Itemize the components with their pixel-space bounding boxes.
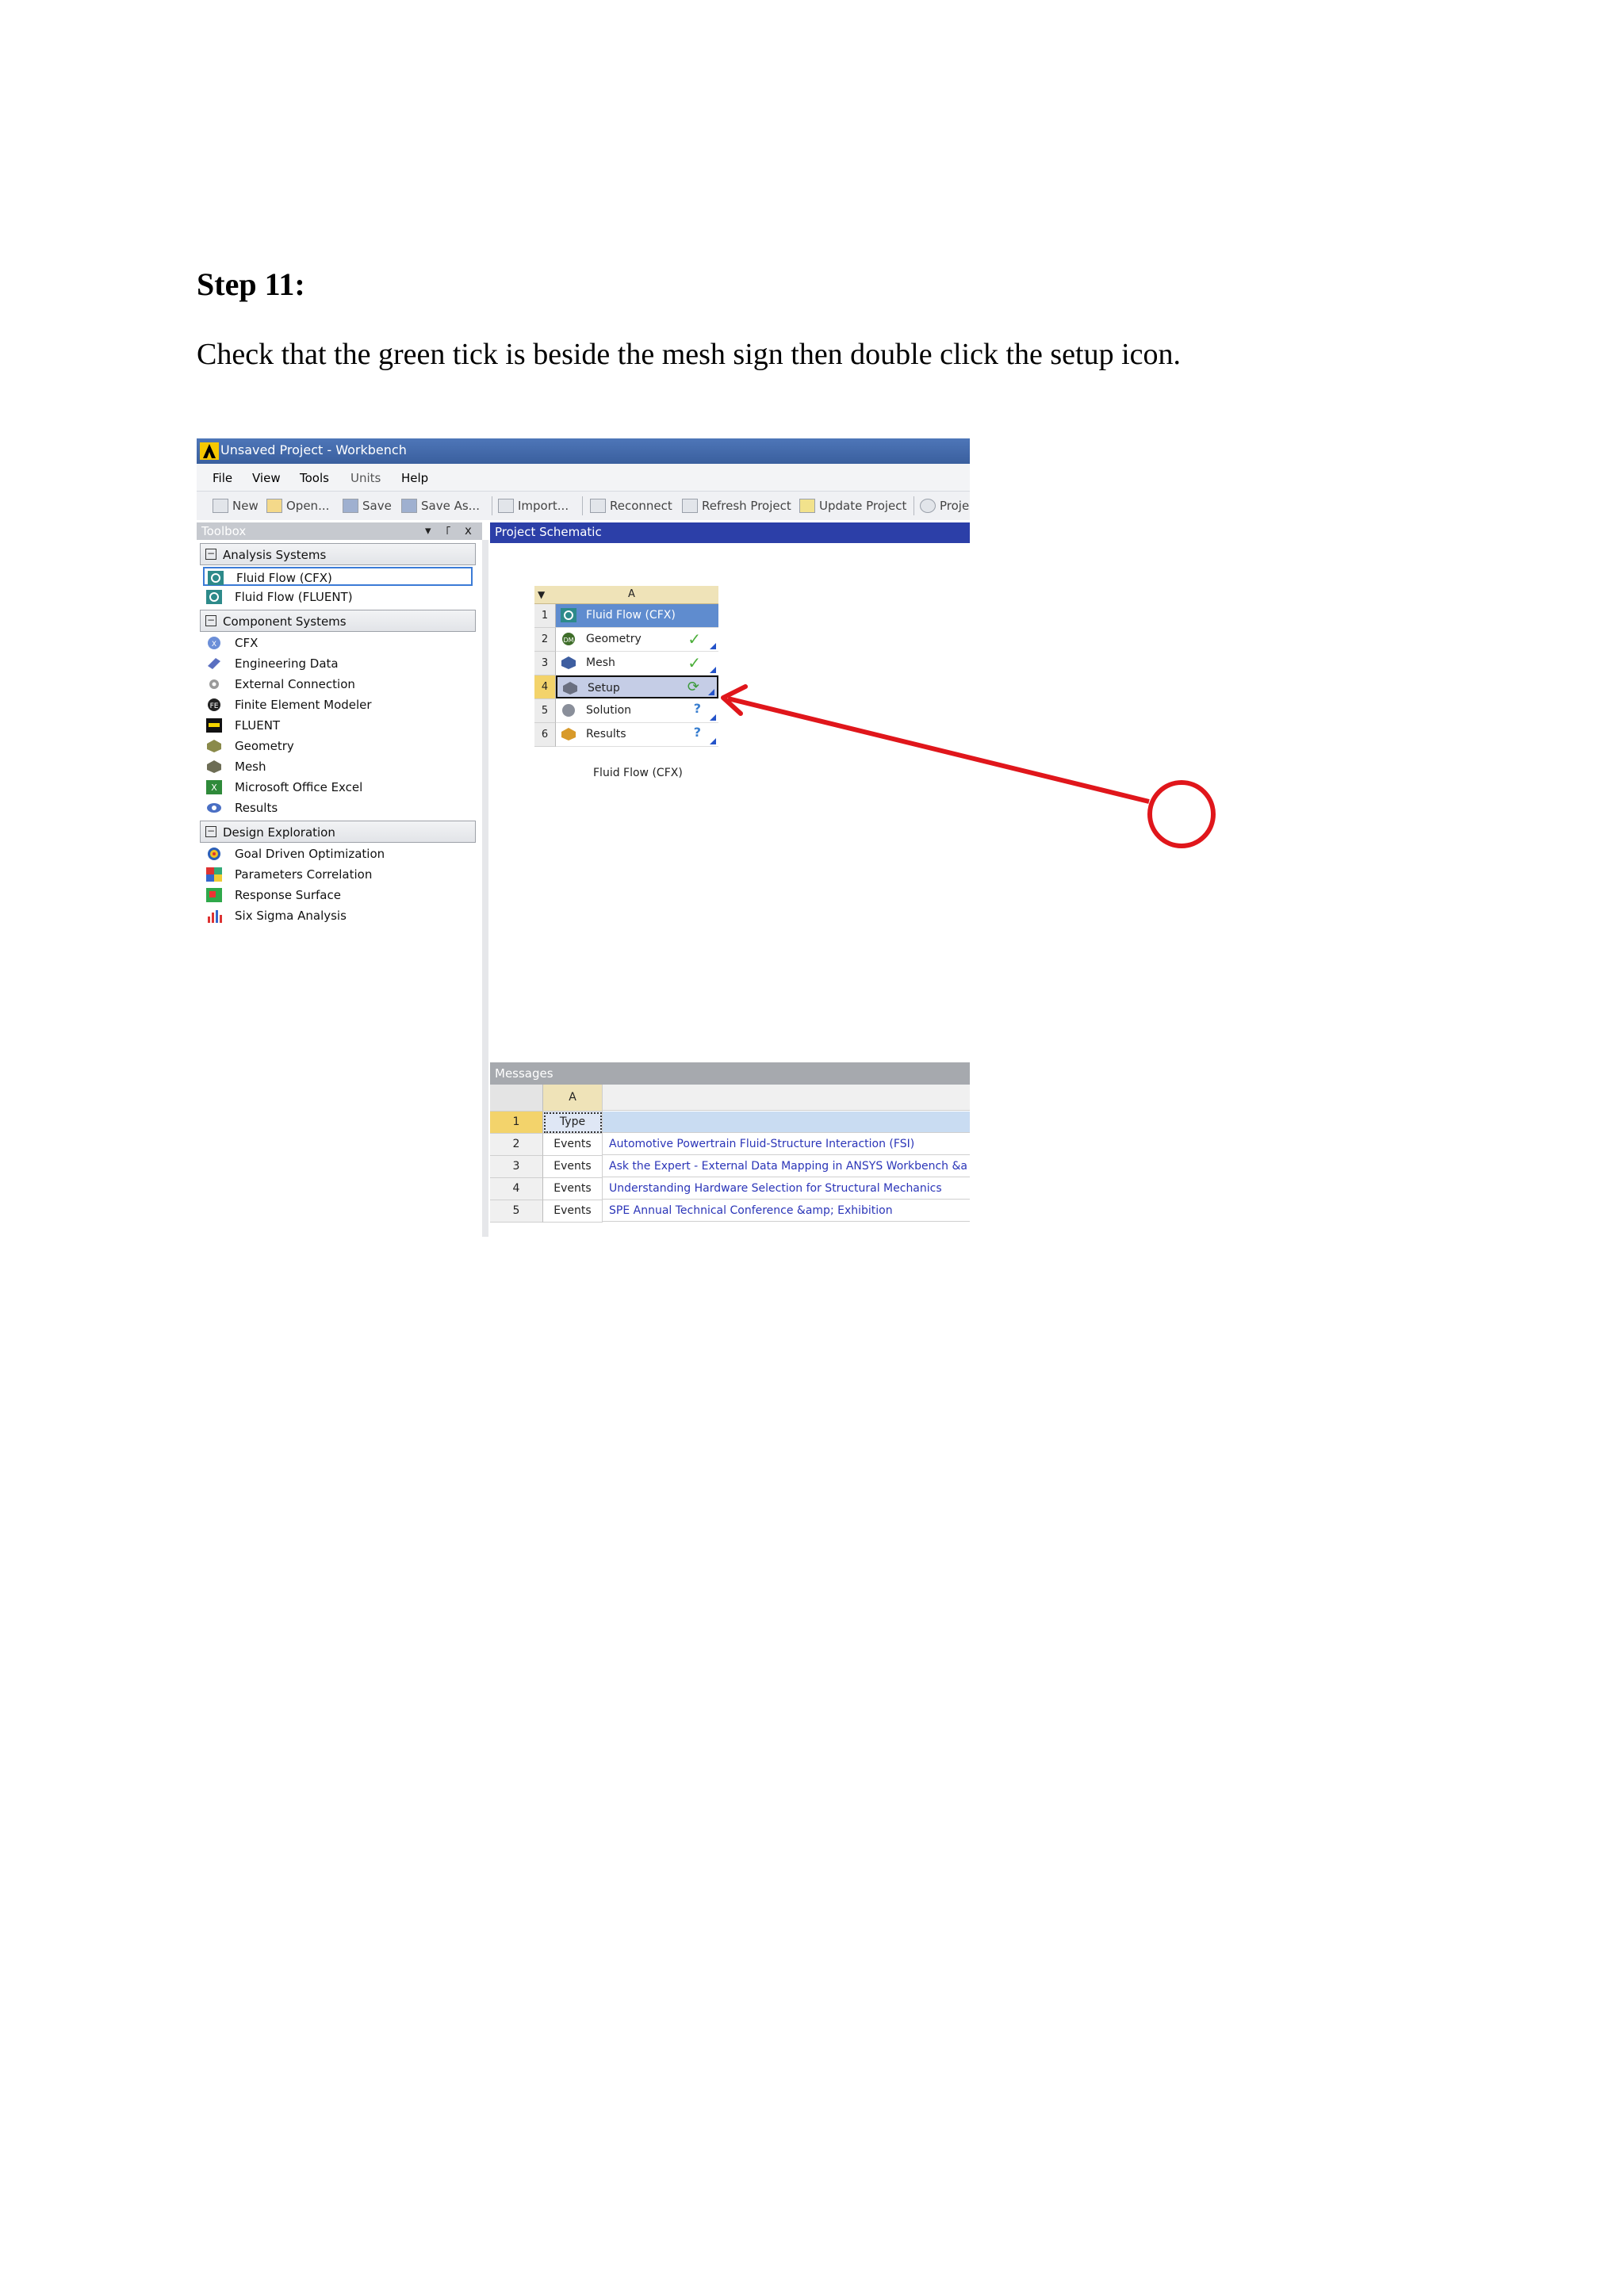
item-label: FLUENT [235, 718, 281, 733]
fluid-flow-icon [208, 571, 224, 585]
message-link[interactable]: Ask the Expert - External Data Mapping in ANSYS Workbench &a [603, 1156, 970, 1177]
toolbox-item-results[interactable] [203, 798, 473, 817]
column-header-blank [603, 1085, 970, 1111]
reconnect-label: Reconnect [610, 499, 672, 513]
mesh-icon [206, 760, 222, 774]
toolbox-item-geometry[interactable] [203, 737, 473, 756]
mesh-icon [561, 656, 576, 670]
message-link[interactable]: Automotive Powertrain Fluid-Structure Interaction (FSI) [603, 1134, 970, 1155]
message-type: Events [543, 1134, 603, 1156]
row-number: 2 [490, 1134, 543, 1156]
save-as-icon [401, 499, 417, 513]
system-row-title[interactable] [534, 604, 718, 628]
toolbox-item-finite-element-modeler[interactable] [203, 695, 473, 714]
row-number: 1 [490, 1112, 543, 1134]
item-label: Geometry [235, 739, 294, 753]
row-label: Fluid Flow (CFX) [586, 609, 676, 622]
correlation-grid-icon [206, 867, 222, 882]
group-label: Analysis Systems [223, 548, 327, 562]
toolbox-item-external-connection[interactable] [203, 675, 473, 694]
toolbox-item-cfx[interactable] [203, 633, 473, 652]
group-design-exploration[interactable] [200, 821, 476, 843]
window-title: Unsaved Project - Workbench [220, 442, 407, 457]
reconnect-icon [590, 499, 606, 513]
group-analysis-systems[interactable] [200, 543, 476, 565]
target-icon [206, 847, 222, 861]
corner-marker-icon [710, 738, 716, 744]
message-type: Events [543, 1156, 603, 1178]
svg-text:DM: DM [563, 637, 574, 644]
setup-icon [562, 681, 578, 695]
geometry-icon [561, 632, 576, 646]
row-number: 2 [534, 628, 556, 652]
row-number: 4 [534, 675, 556, 699]
row-cell[interactable] [556, 699, 718, 723]
toolbox-item-engineering-data[interactable] [203, 654, 473, 673]
system-row-solution[interactable] [534, 699, 718, 723]
system-caption[interactable]: Fluid Flow (CFX) [593, 767, 683, 779]
group-component-systems[interactable] [200, 610, 476, 632]
row-number: 3 [534, 652, 556, 675]
solution-icon [561, 703, 576, 718]
workbench-screenshot [197, 438, 970, 1237]
message-type: Events [543, 1178, 603, 1200]
group-label: Component Systems [223, 614, 347, 629]
excel-icon [206, 780, 222, 794]
row-cell[interactable] [556, 652, 718, 675]
project-schematic-title: Project Schematic [495, 525, 602, 539]
gear-icon [206, 677, 222, 691]
new-label: New [232, 499, 259, 513]
item-label: Engineering Data [235, 656, 339, 671]
refresh-project-button[interactable] [682, 492, 791, 520]
column-letter: A [543, 1085, 603, 1112]
results-eye-icon [206, 801, 222, 815]
messages-panel [490, 1085, 970, 1237]
toolbox-item-microsoft-office-excel[interactable] [203, 778, 473, 797]
row-number: 3 [490, 1156, 543, 1178]
item-label: Finite Element Modeler [235, 698, 372, 712]
row-label: Results [586, 728, 626, 740]
messages-header [490, 1062, 970, 1085]
row-number: 5 [534, 699, 556, 723]
message-link[interactable]: Understanding Hardware Selection for Structural Mechanics [603, 1178, 970, 1200]
row-label: Mesh [586, 656, 615, 669]
refresh-label: Refresh Project [702, 499, 791, 513]
green-check-icon: ✓ [688, 653, 701, 672]
corner-marker-icon [710, 714, 716, 721]
item-label: Results [235, 801, 278, 815]
message-row[interactable] [490, 1156, 970, 1178]
item-label: Fluid Flow (CFX) [236, 571, 332, 585]
row-cell[interactable] [556, 628, 718, 652]
item-label: CFX [235, 636, 259, 650]
message-row[interactable] [490, 1178, 970, 1200]
menu-tools[interactable]: Tools [300, 471, 329, 485]
corner-cell [490, 1085, 543, 1112]
import-label: Import... [518, 499, 569, 513]
save-button[interactable] [343, 492, 392, 520]
step-heading: Step 11: [197, 266, 305, 302]
item-label: Microsoft Office Excel [235, 780, 363, 794]
menu-view[interactable]: View [252, 471, 281, 485]
project-label: Proje [940, 499, 970, 513]
back-arrow-icon [920, 499, 936, 513]
fluent-icon [206, 718, 222, 733]
messages-title: Messages [495, 1066, 553, 1081]
update-project-button[interactable] [799, 492, 906, 520]
item-label: External Connection [235, 677, 355, 691]
toolbox-item-mesh[interactable] [203, 757, 473, 776]
save-as-label: Save As... [421, 499, 480, 513]
system-row-results[interactable] [534, 723, 718, 747]
import-icon [498, 499, 514, 513]
toolbar-separator [582, 496, 583, 515]
results-icon [561, 727, 576, 741]
project-schematic-header [490, 522, 970, 543]
reconnect-button[interactable] [590, 492, 672, 520]
item-label: Mesh [235, 760, 266, 774]
row-label: Geometry [586, 633, 642, 645]
row-cell[interactable] [556, 604, 718, 628]
annotation-circle [1150, 783, 1213, 846]
fluid-flow-icon [206, 590, 222, 604]
new-file-icon [213, 499, 228, 513]
row-label: Solution [586, 704, 632, 717]
new-button[interactable] [213, 492, 259, 520]
corner-marker-icon [710, 667, 716, 673]
system-column-letter: A [628, 588, 635, 600]
item-label: Goal Driven Optimization [235, 847, 385, 861]
question-status-icon: ? [693, 725, 701, 740]
refresh-status-icon: ⟳ [687, 679, 699, 695]
refresh-icon [682, 499, 698, 513]
row-number: 1 [534, 604, 556, 628]
open-label: Open... [286, 499, 330, 513]
toolbox-panel [197, 540, 488, 1237]
toolbox-title: Toolbox [201, 524, 247, 538]
item-label: Parameters Correlation [235, 867, 373, 882]
menu-file[interactable]: File [213, 471, 233, 485]
collapse-icon[interactable]: − [206, 614, 216, 626]
ansys-logo-icon [200, 442, 219, 460]
fluid-flow-icon [561, 608, 576, 622]
messages-header-row [490, 1112, 970, 1134]
book-icon [206, 656, 222, 671]
item-label: Response Surface [235, 888, 341, 902]
toolbox-dropdown-icon[interactable]: ▾ [425, 523, 431, 538]
message-row[interactable] [490, 1200, 970, 1223]
type-header[interactable]: Type [543, 1112, 603, 1134]
lightning-icon [799, 499, 815, 513]
toolbox-item-response-surface[interactable] [203, 886, 473, 905]
toolbar [197, 492, 970, 520]
system-row-mesh[interactable] [534, 652, 718, 675]
row-number: 5 [490, 1200, 543, 1223]
toolbox-header [197, 522, 482, 540]
save-icon [343, 499, 358, 513]
surface-icon [206, 888, 222, 902]
collapse-icon[interactable]: − [206, 548, 216, 559]
title-bar [197, 438, 970, 464]
system-menu-icon[interactable]: ▼ [538, 589, 546, 600]
message-row[interactable] [490, 1134, 970, 1156]
project-schematic-panel [490, 543, 970, 1062]
toolbox-item-parameters-correlation[interactable] [203, 865, 473, 884]
question-status-icon: ? [693, 701, 701, 716]
toolbox-item-fluid-flow-cfx[interactable] [203, 567, 473, 586]
open-button[interactable] [266, 492, 329, 520]
system-header [534, 586, 718, 604]
corner-marker-icon [708, 689, 714, 695]
menu-units[interactable]: Units [350, 471, 381, 485]
save-as-button[interactable] [401, 492, 480, 520]
system-row-setup[interactable] [534, 675, 718, 699]
group-label: Design Exploration [223, 825, 335, 840]
step-instruction: Check that the green tick is beside the mesh sign then double click the setup icon. [197, 338, 1182, 371]
cfx-icon [206, 636, 222, 650]
toolbox-item-fluent[interactable] [203, 716, 473, 735]
toolbox-item-goal-driven-optimization[interactable] [203, 844, 473, 863]
row-number: 6 [534, 723, 556, 747]
import-button[interactable] [498, 492, 569, 520]
row-number: 4 [490, 1178, 543, 1200]
menu-help[interactable]: Help [401, 471, 429, 485]
setup-cell[interactable] [556, 675, 718, 698]
update-label: Update Project [819, 499, 907, 513]
item-label: Fluid Flow (FLUENT) [235, 590, 353, 604]
menu-bar [197, 464, 970, 492]
svg-text:FE: FE [209, 702, 219, 710]
project-button[interactable] [920, 492, 969, 520]
toolbox-close-icon[interactable]: x [465, 523, 472, 538]
svg-text:X: X [211, 641, 217, 649]
fe-icon [206, 698, 222, 712]
folder-open-icon [266, 499, 282, 513]
row-cell[interactable] [556, 723, 718, 747]
bar-chart-icon [206, 909, 222, 923]
item-label: Six Sigma Analysis [235, 909, 347, 923]
header-blank [603, 1112, 970, 1133]
message-link[interactable]: SPE Annual Technical Conference &amp; Exhibition [603, 1200, 970, 1222]
save-label: Save [362, 499, 392, 513]
row-label: Setup [588, 682, 620, 695]
message-type: Events [543, 1200, 603, 1223]
messages-column-header [490, 1085, 970, 1112]
toolbox-item-six-sigma-analysis[interactable] [203, 906, 473, 925]
toolbox-item-fluid-flow-fluent[interactable] [203, 587, 473, 607]
collapse-icon[interactable]: − [206, 825, 216, 836]
green-check-icon: ✓ [688, 629, 701, 649]
geometry-icon [206, 739, 222, 753]
system-row-geometry[interactable] [534, 628, 718, 652]
toolbox-pin-icon[interactable]: ꜒ [446, 523, 452, 538]
corner-marker-icon [710, 643, 716, 649]
svg-text:X: X [211, 783, 217, 793]
